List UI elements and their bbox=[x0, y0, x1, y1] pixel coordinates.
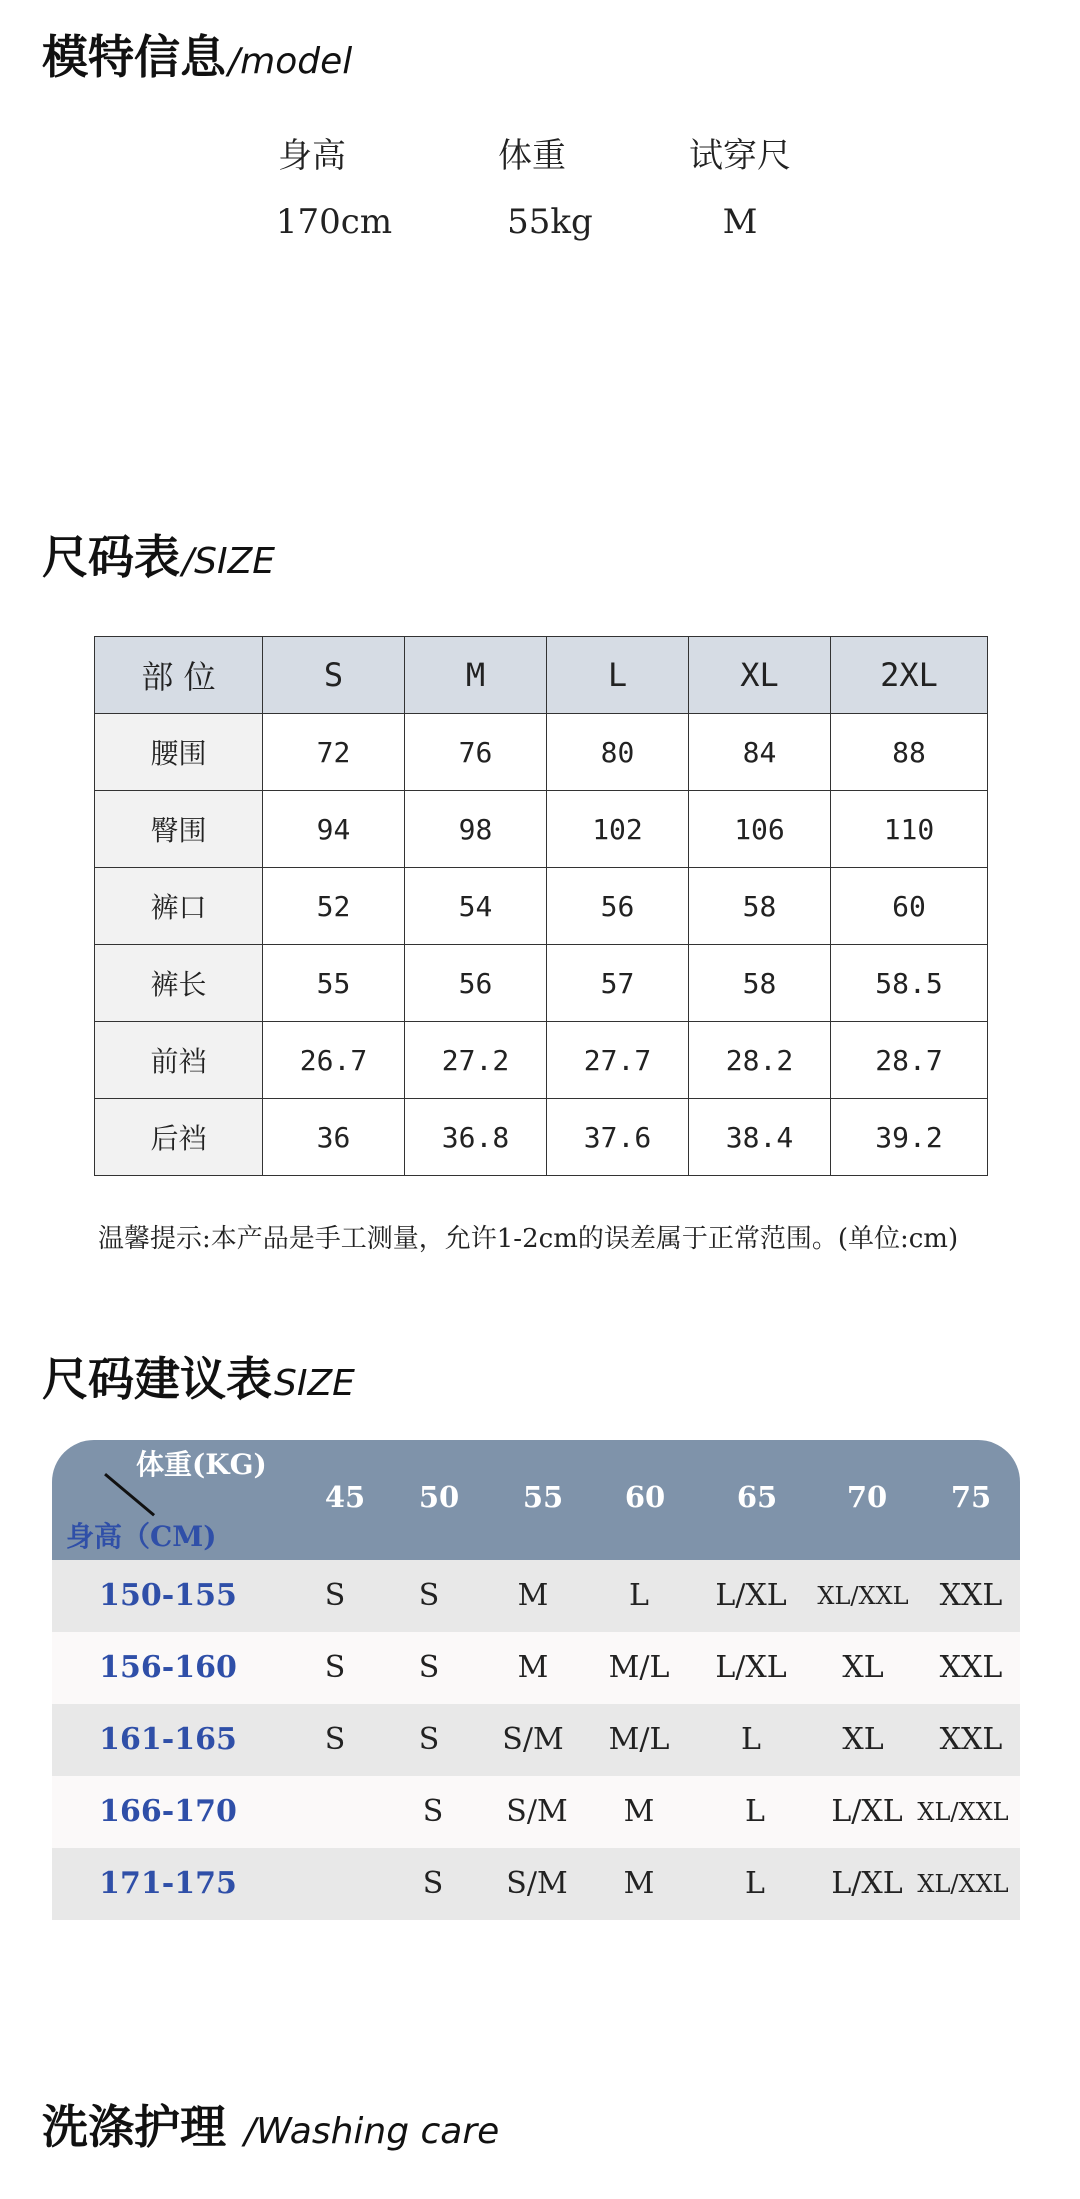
table-cell: 52 bbox=[263, 868, 405, 945]
table-cell: 102 bbox=[547, 791, 689, 868]
size-cell: XXL bbox=[939, 1650, 1003, 1685]
table-cell: 28.2 bbox=[689, 1022, 831, 1099]
table-cell: 36.8 bbox=[405, 1099, 547, 1176]
table-cell: 28.7 bbox=[831, 1022, 988, 1099]
size-cell: M bbox=[517, 1578, 549, 1613]
recommend-row bbox=[52, 1560, 1020, 1632]
model-value-height: 170cm bbox=[275, 202, 393, 242]
size-cell: M/L bbox=[608, 1650, 670, 1685]
size-cell: L bbox=[629, 1578, 649, 1613]
table-row bbox=[95, 791, 988, 868]
size-cell: M/L bbox=[608, 1722, 670, 1757]
weight-cell: 50 bbox=[418, 1480, 460, 1514]
table-row bbox=[95, 945, 988, 1022]
weight-axis-label: 体重(KG) bbox=[136, 1448, 267, 1481]
table-cell: 38.4 bbox=[689, 1099, 831, 1176]
table-row bbox=[95, 714, 988, 791]
table-cell: 57 bbox=[547, 945, 689, 1022]
size-cell: S/M bbox=[502, 1722, 564, 1757]
size-cell: L bbox=[741, 1722, 761, 1757]
table-cell: 60 bbox=[831, 868, 988, 945]
size-table-header bbox=[95, 637, 988, 714]
weight-cell: 75 bbox=[950, 1480, 992, 1514]
weight-cell: 45 bbox=[324, 1480, 366, 1514]
size-cell: XL/XXL bbox=[917, 1870, 1009, 1898]
model-title-en: /model bbox=[228, 41, 353, 82]
model-title: 模特信息 bbox=[42, 30, 226, 84]
table-cell: 80 bbox=[547, 714, 689, 791]
weight-cell: 55 bbox=[522, 1480, 564, 1514]
model-section-title bbox=[42, 30, 353, 84]
table-cell: 27.2 bbox=[405, 1022, 547, 1099]
size-cell: S bbox=[422, 1794, 444, 1829]
model-header-height: 身高 bbox=[278, 136, 346, 176]
table-cell: 39.2 bbox=[831, 1099, 988, 1176]
model-value-size: M bbox=[722, 202, 758, 242]
table-cell: 76 bbox=[405, 714, 547, 791]
size-cell: S/M bbox=[506, 1794, 568, 1829]
size-cell: L bbox=[745, 1794, 765, 1829]
row-label: 裤长 bbox=[95, 945, 263, 1022]
table-cell: 56 bbox=[405, 945, 547, 1022]
size-cell: L/XL bbox=[831, 1794, 903, 1829]
size-section-title bbox=[42, 530, 276, 584]
size-cell: M bbox=[623, 1794, 655, 1829]
recommend-row bbox=[52, 1776, 1020, 1848]
height-axis-label: 身高（CM) bbox=[66, 1520, 217, 1553]
size-cell: L/XL bbox=[715, 1650, 787, 1685]
size-cell: L/XL bbox=[831, 1866, 903, 1901]
size-cell: S bbox=[418, 1578, 440, 1613]
model-header-weight: 体重 bbox=[498, 136, 566, 176]
table-cell: 110 bbox=[831, 791, 988, 868]
recommend-section-title bbox=[42, 1352, 355, 1406]
size-cell: S/M bbox=[506, 1866, 568, 1901]
washing-title-en: /Washing care bbox=[244, 2111, 500, 2152]
size-cell: S bbox=[324, 1578, 346, 1613]
size-cell: M bbox=[517, 1650, 549, 1685]
table-cell: 37.6 bbox=[547, 1099, 689, 1176]
table-cell: 106 bbox=[689, 791, 831, 868]
table-cell: 36 bbox=[263, 1099, 405, 1176]
recommend-row bbox=[52, 1848, 1020, 1920]
weight-cell: 60 bbox=[624, 1480, 666, 1514]
table-row bbox=[95, 868, 988, 945]
table-cell: 27.7 bbox=[547, 1022, 689, 1099]
weight-cell: 65 bbox=[736, 1480, 778, 1514]
row-label: 前裆 bbox=[95, 1022, 263, 1099]
header-cell: S bbox=[263, 637, 405, 714]
header-cell: L bbox=[547, 637, 689, 714]
header-cell: XL bbox=[689, 637, 831, 714]
size-cell: S bbox=[422, 1866, 444, 1901]
size-title: 尺码表 bbox=[42, 530, 180, 584]
size-cell: L bbox=[745, 1866, 765, 1901]
size-cell: S bbox=[324, 1722, 346, 1757]
size-cell: L/XL bbox=[715, 1578, 787, 1613]
size-cell: XL bbox=[842, 1650, 884, 1685]
size-cell: S bbox=[418, 1650, 440, 1685]
size-cell: S bbox=[418, 1722, 440, 1757]
size-cell: XL bbox=[842, 1722, 884, 1757]
table-row bbox=[95, 1099, 988, 1176]
table-row bbox=[95, 1022, 988, 1099]
table-cell: 98 bbox=[405, 791, 547, 868]
header-cell: 2XL bbox=[831, 637, 988, 714]
header-cell: 部 位 bbox=[95, 637, 263, 714]
recommend-row bbox=[52, 1632, 1020, 1704]
recommend-row bbox=[52, 1704, 1020, 1776]
model-header-size: 试穿尺 bbox=[689, 136, 791, 176]
washing-section-title bbox=[42, 2100, 500, 2154]
recommend-title: 尺码建议表 bbox=[42, 1352, 272, 1406]
table-cell: 58 bbox=[689, 868, 831, 945]
size-table bbox=[94, 636, 988, 1176]
row-label: 腰围 bbox=[95, 714, 263, 791]
washing-title: 洗涤护理 bbox=[42, 2100, 226, 2154]
height-range: 156-160 bbox=[99, 1650, 237, 1685]
table-cell: 26.7 bbox=[263, 1022, 405, 1099]
size-cell: M bbox=[623, 1866, 655, 1901]
model-value-weight: 55kg bbox=[507, 202, 593, 242]
table-cell: 88 bbox=[831, 714, 988, 791]
measurement-note: 温馨提示:本产品是手工测量，允许1-2cm的误差属于正常范围。(单位:cm) bbox=[98, 1224, 959, 1254]
table-cell: 58 bbox=[689, 945, 831, 1022]
table-cell: 56 bbox=[547, 868, 689, 945]
height-range: 166-170 bbox=[99, 1794, 237, 1829]
table-cell: 54 bbox=[405, 868, 547, 945]
weight-cell: 70 bbox=[846, 1480, 888, 1514]
size-cell: XL/XXL bbox=[917, 1798, 1009, 1826]
table-cell: 58.5 bbox=[831, 945, 988, 1022]
height-range: 150-155 bbox=[99, 1578, 237, 1613]
size-title-en: /SIZE bbox=[182, 541, 276, 582]
height-range: 171-175 bbox=[99, 1866, 237, 1901]
size-cell: XXL bbox=[939, 1578, 1003, 1613]
table-cell: 72 bbox=[263, 714, 405, 791]
size-cell: XL/XXL bbox=[817, 1582, 909, 1610]
table-cell: 94 bbox=[263, 791, 405, 868]
size-cell: S bbox=[324, 1650, 346, 1685]
row-label: 后裆 bbox=[95, 1099, 263, 1176]
recommend-title-en: SIZE bbox=[274, 1363, 355, 1404]
size-cell: XXL bbox=[939, 1722, 1003, 1757]
row-label: 臀围 bbox=[95, 791, 263, 868]
table-cell: 55 bbox=[263, 945, 405, 1022]
table-cell: 84 bbox=[689, 714, 831, 791]
height-range: 161-165 bbox=[99, 1722, 237, 1757]
row-label: 裤口 bbox=[95, 868, 263, 945]
header-cell: M bbox=[405, 637, 547, 714]
